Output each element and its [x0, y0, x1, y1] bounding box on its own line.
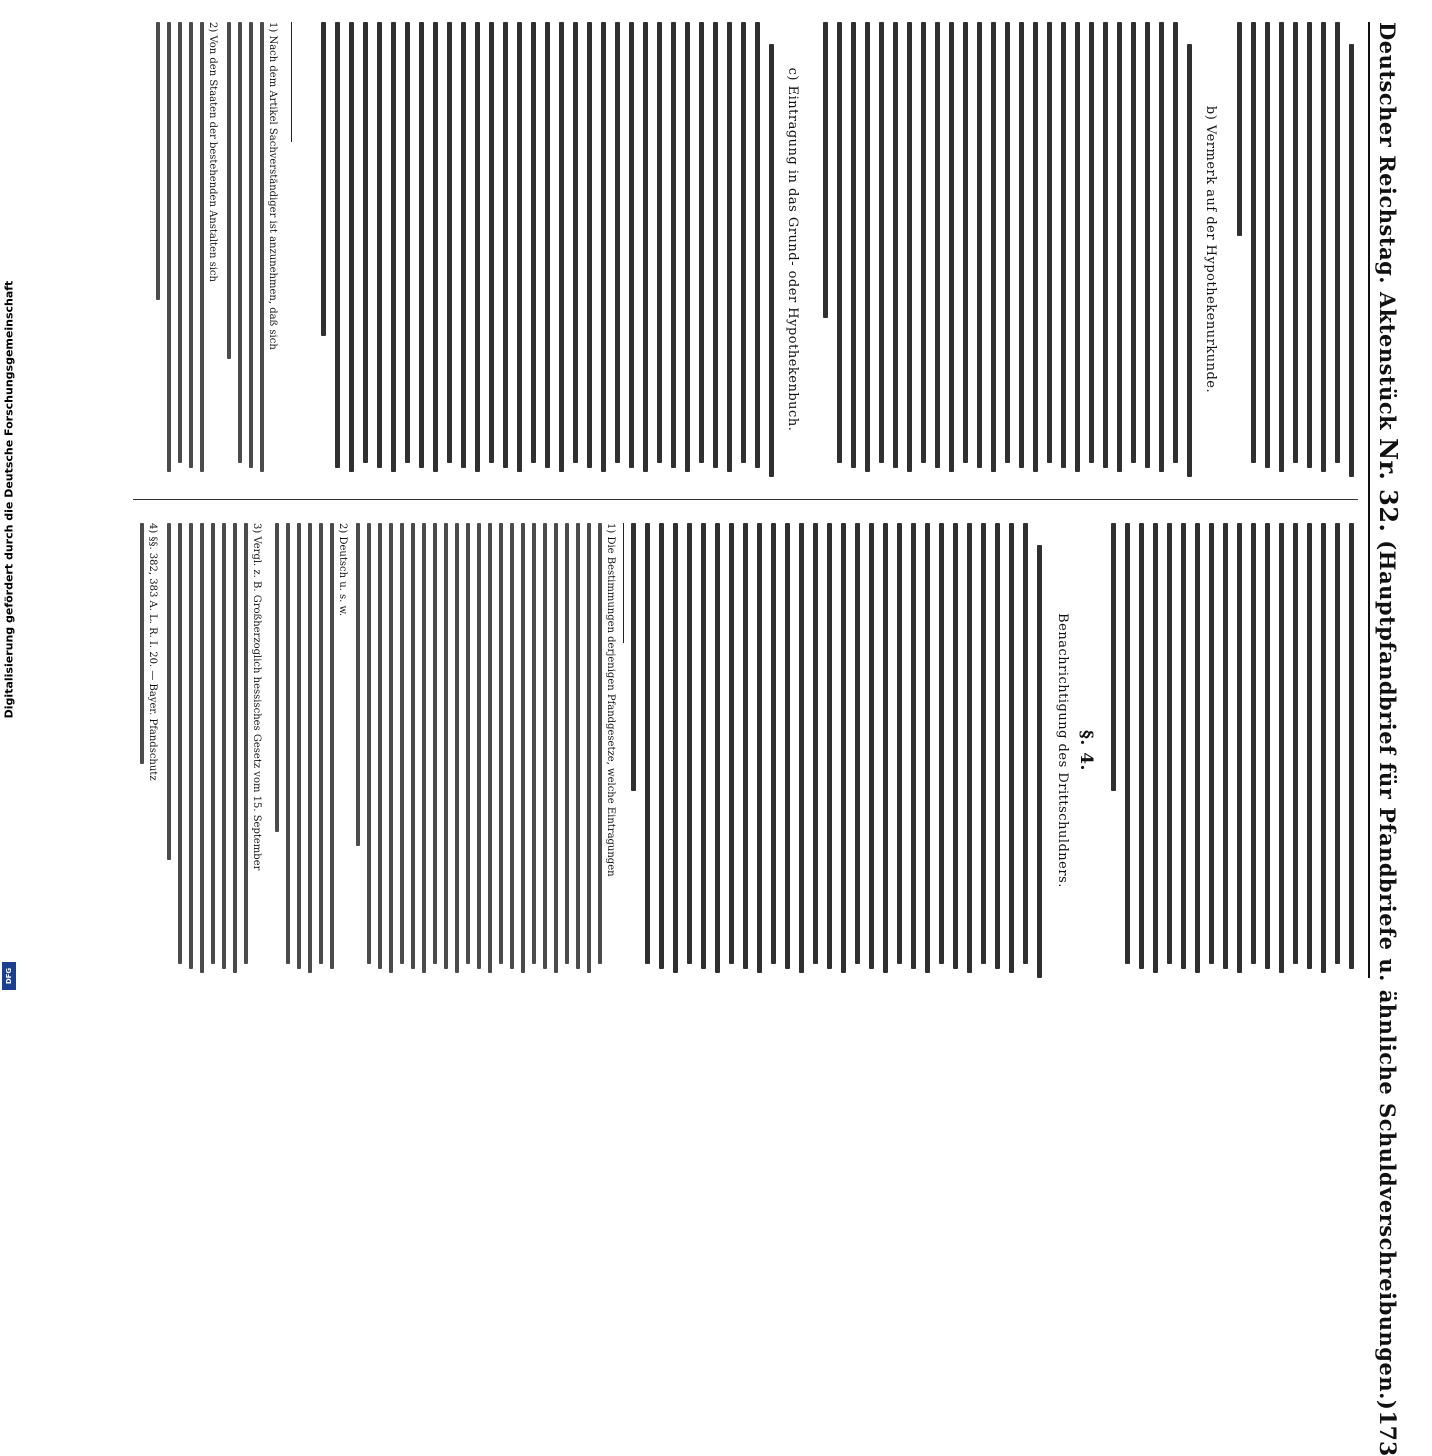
text-line — [1173, 22, 1178, 463]
text-line — [645, 523, 650, 964]
text-line — [222, 523, 226, 969]
text-line — [349, 22, 354, 472]
text-line — [433, 22, 438, 472]
text-line — [211, 523, 215, 964]
text-line — [466, 523, 470, 964]
text-line — [687, 523, 692, 964]
text-line — [827, 523, 832, 969]
text-line — [1349, 523, 1354, 969]
text-line — [921, 22, 926, 463]
text-line — [554, 523, 558, 973]
text-line — [275, 523, 279, 832]
text-line — [673, 523, 678, 973]
text-line — [727, 22, 732, 472]
text-line — [1103, 22, 1108, 468]
footnote-right-4: 4) §§. 382, 383 A. L. R. I. 20. — Bayer. Pfandschutz — [147, 523, 158, 781]
running-title-subject: (Hauptpfandbrief für Pfandbriefe u. ähnliche Schuldverschreibungen.) — [1375, 540, 1400, 1411]
text-line — [671, 22, 676, 468]
text-line — [1167, 523, 1172, 964]
text-line — [1307, 22, 1312, 468]
text-line — [233, 523, 237, 973]
text-line — [757, 523, 762, 973]
text-line — [178, 22, 182, 463]
running-title — [1374, 22, 1403, 1410]
text-line — [531, 22, 536, 463]
text-line — [405, 22, 410, 463]
text-line — [1251, 22, 1256, 463]
text-line — [367, 523, 371, 964]
text-line — [837, 22, 842, 463]
text-line — [741, 22, 746, 463]
text-line — [499, 523, 503, 964]
text-line — [444, 523, 448, 969]
text-line — [532, 523, 536, 964]
text-line — [598, 523, 602, 964]
text-line — [319, 523, 323, 964]
column-divider — [133, 499, 1358, 500]
text-line — [907, 22, 912, 472]
text-line — [855, 523, 860, 964]
text-line — [249, 22, 253, 468]
text-line — [631, 523, 636, 791]
text-line — [1009, 523, 1014, 973]
text-line — [1019, 22, 1024, 468]
text-line — [1195, 523, 1200, 973]
footnote-right-3: 3) Vergl. z. B. Großherzoglich hessisches Gesetz vom 15. September — [251, 523, 262, 871]
text-line — [1335, 523, 1340, 964]
left-column — [133, 22, 1358, 477]
text-line — [377, 22, 382, 468]
text-line — [489, 22, 494, 463]
text-line — [200, 22, 204, 472]
text-line — [939, 523, 944, 964]
text-line — [1279, 22, 1284, 472]
dfg-logo-text: DFG — [5, 967, 13, 985]
text-line — [1117, 22, 1122, 472]
page-header — [1368, 22, 1403, 1456]
text-line — [701, 523, 706, 969]
text-line — [1265, 22, 1270, 468]
text-line — [893, 22, 898, 468]
text-line — [601, 22, 606, 472]
text-line — [785, 523, 790, 969]
footnote-right-1: 1) Die Bestimmungen derjenigen Pfandgesetze, welche Eintragungen — [605, 523, 616, 877]
text-line — [897, 523, 902, 964]
text-line — [743, 523, 748, 969]
text-line — [841, 523, 846, 973]
text-line — [879, 22, 884, 463]
text-line — [510, 523, 514, 969]
text-line — [321, 22, 326, 336]
text-line — [167, 22, 171, 472]
text-line — [559, 22, 564, 472]
text-line — [1321, 523, 1326, 973]
text-line — [545, 22, 550, 468]
section-title: Benachrichtigung des Drittschuldners. — [1055, 613, 1070, 888]
text-line — [851, 22, 856, 468]
text-line — [1153, 523, 1158, 973]
text-line — [1111, 523, 1116, 791]
text-line — [1321, 22, 1326, 472]
text-line — [587, 22, 592, 468]
text-line — [1293, 523, 1298, 964]
text-line — [576, 523, 580, 969]
text-line — [715, 523, 720, 973]
text-line — [1005, 22, 1010, 463]
text-line — [167, 523, 171, 860]
text-line — [925, 523, 930, 973]
text-line — [1033, 22, 1038, 472]
text-line — [1349, 44, 1354, 477]
text-line — [977, 22, 982, 468]
footnote-1: 1) Nach dem Artikel Sachverständiger ist anzunehmen, daß sich — [267, 22, 278, 350]
text-line — [227, 22, 231, 359]
text-line — [967, 523, 972, 973]
text-line — [1145, 22, 1150, 468]
section-number: §. 4. — [1076, 730, 1096, 771]
text-line — [330, 523, 334, 969]
text-line — [1251, 523, 1256, 964]
text-line — [363, 22, 368, 463]
running-title-left: Deutscher Reichstag. Aktenstück — [1375, 22, 1400, 431]
text-line — [244, 523, 248, 964]
text-line — [1187, 44, 1192, 477]
text-line — [389, 523, 393, 973]
text-line — [543, 523, 547, 969]
text-line — [823, 22, 828, 318]
text-line — [1075, 22, 1080, 472]
text-line — [1131, 22, 1136, 463]
text-line — [1293, 22, 1298, 463]
text-line — [659, 523, 664, 969]
text-line — [1037, 545, 1042, 978]
digitization-notice: Digitalisierung gefördert durch die Deutsche Forschungsgemeinschaft — [2, 280, 16, 719]
text-line — [521, 523, 525, 973]
text-line — [953, 523, 958, 969]
text-line — [573, 22, 578, 463]
footnote-rule — [623, 523, 624, 643]
text-line — [335, 22, 340, 468]
text-line — [1023, 523, 1028, 964]
text-line — [1159, 22, 1164, 472]
text-line — [685, 22, 690, 472]
text-line — [297, 523, 301, 969]
text-line — [461, 22, 466, 468]
text-line — [400, 523, 404, 964]
text-line — [517, 22, 522, 472]
text-line — [1307, 523, 1312, 969]
text-line — [156, 22, 160, 300]
text-line — [1265, 523, 1270, 969]
text-line — [378, 523, 382, 969]
text-line — [477, 523, 481, 969]
heading-eintragung: c) Eintragung in das Grund- oder Hypothekenbuch. — [785, 67, 800, 432]
scanned-page — [120, 0, 1410, 1456]
right-column — [133, 523, 1358, 978]
text-line — [995, 523, 1000, 969]
text-line — [419, 22, 424, 468]
sidebar — [0, 0, 18, 1000]
text-line — [1209, 523, 1214, 964]
text-line — [949, 22, 954, 472]
text-line — [238, 22, 242, 463]
text-line — [699, 22, 704, 463]
heading-hypothekenurkunde: b) Vermerk auf der Hypothekenurkunde. — [1203, 105, 1218, 394]
text-line — [200, 523, 204, 973]
text-line — [1223, 523, 1228, 969]
text-line — [503, 22, 508, 468]
document-number: Nr. 32. — [1374, 438, 1403, 533]
text-line — [356, 523, 360, 846]
text-line — [1335, 22, 1340, 463]
text-line — [189, 523, 193, 969]
text-line — [433, 523, 437, 964]
text-line — [1061, 22, 1066, 468]
text-line — [178, 523, 182, 964]
text-line — [391, 22, 396, 472]
text-line — [865, 22, 870, 472]
text-line — [813, 523, 818, 964]
text-line — [411, 523, 415, 969]
text-line — [189, 22, 193, 468]
text-line — [629, 22, 634, 468]
text-line — [1279, 523, 1284, 973]
text-line — [769, 44, 774, 477]
text-line — [587, 523, 591, 973]
text-line — [615, 22, 620, 463]
text-line — [286, 523, 290, 964]
text-line — [422, 523, 426, 973]
text-line — [713, 22, 718, 468]
text-line — [981, 523, 986, 964]
text-line — [455, 523, 459, 973]
text-line — [1237, 523, 1242, 973]
text-line — [1237, 22, 1242, 236]
text-line — [963, 22, 968, 463]
text-line — [475, 22, 480, 472]
text-line — [799, 523, 804, 973]
text-line — [1047, 22, 1052, 463]
page-number: 173 — [1374, 1410, 1400, 1456]
text-line — [771, 523, 776, 964]
text-line — [1125, 523, 1130, 964]
text-line — [643, 22, 648, 472]
text-line — [1089, 22, 1094, 463]
text-line — [729, 523, 734, 964]
dfg-logo — [2, 962, 16, 990]
text-line — [488, 523, 492, 973]
text-line — [308, 523, 312, 973]
page-content — [120, 0, 1410, 1456]
text-line — [991, 22, 996, 472]
text-line — [140, 523, 144, 764]
text-line — [1181, 523, 1186, 969]
text-line — [1139, 523, 1144, 969]
text-line — [883, 523, 888, 973]
footnote-right-2: 2) Deutsch u. s. w. — [337, 523, 348, 617]
text-line — [447, 22, 452, 463]
text-line — [260, 22, 264, 472]
text-line — [935, 22, 940, 468]
text-line — [657, 22, 662, 463]
text-line — [869, 523, 874, 969]
footnote-rule — [291, 22, 292, 142]
text-line — [911, 523, 916, 969]
text-line — [565, 523, 569, 964]
footnote-2: 2) Von den Staaten der bestehenden Anstalten sich — [207, 22, 218, 282]
text-line — [755, 22, 760, 468]
